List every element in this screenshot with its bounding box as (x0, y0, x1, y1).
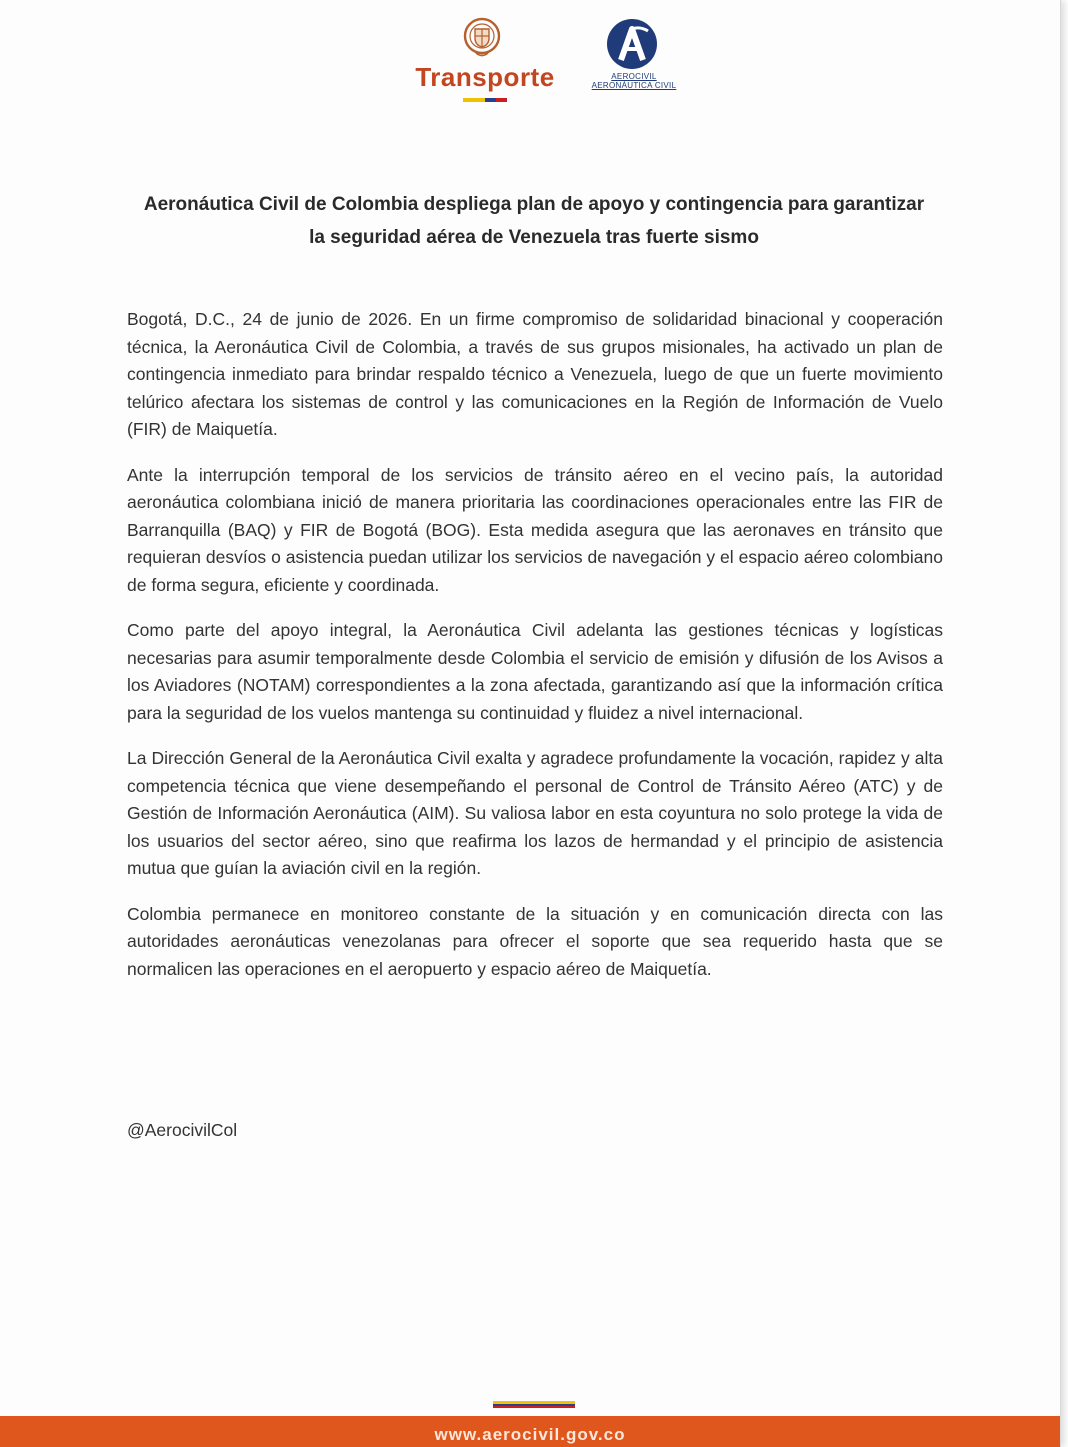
footer-url[interactable]: www.aerocivil.gov.co (434, 1425, 626, 1444)
letterhead (405, 14, 695, 109)
transporte-label: Transporte (415, 62, 555, 92)
press-release-body (127, 306, 943, 1001)
flag-stripe-footer (493, 1401, 575, 1408)
title-line-1: Aeronáutica Civil de Colombia despliega plan de apoyo y contingencia para garantizar (143, 194, 925, 215)
title-line-2: la seguridad aérea de Venezuela tras fuerte sismo (309, 227, 759, 248)
paragraph: Bogotá, D.C., 24 de junio de 2026. En un firme compromiso de solidaridad binacional y cooperación técnica, la Aeronáutica Civil de Colombia, a través de sus grupos misionales, ha activado un plan de contingencia inmediato para brindar respaldo técnico a Venezuela, luego de que un fuerte movimiento telúrico afectara los sistemas de control y las comunicaciones en la Región de Información de Vuelo (FIR) de Maiquetía. (127, 309, 943, 439)
transporte-logo (405, 14, 565, 109)
coat-of-arms-icon (462, 16, 502, 60)
aerocivil-logo (580, 14, 685, 109)
flag-stripe-small (463, 98, 507, 102)
paragraph: Como parte del apoyo integral, la Aeronáutica Civil adelanta las gestiones técnicas y logísticas necesarias para asumir temporalmente desde Colombia el servicio de emisión y difusión de los Avisos a los Aviadores (NOTAM) correspondientes a la zona afectada, garantizando así que la información crítica para la seguridad de los vuelos mantenga su continuidad y fluidez a nivel internacional. (127, 620, 943, 723)
paragraph: Colombia permanece en monitoreo constante de la situación y en comunicación directa con las autoridades aeronáuticas venezolanas para ofrecer el soporte que sea requerido hasta que se normalicen las operaciones en el aeropuerto y espacio aéreo de Maiquetía. (127, 903, 943, 979)
paragraph: La Dirección General de la Aeronáutica Civil exalta y agradece profundamente la vocación, rapidez y alta competencia técnica que viene desempeñando el personal de Control de Tránsito Aéreo (ATC) y de Gestión de Información Aeronáutica (AIM). Su valiosa labor en esta coyuntura no solo protege la vida de los usuarios del sector aéreo, sino que reafirma los lazos de hermandad y el principio de asistencia mutua que guían la aviación civil en la región. (127, 748, 943, 878)
social-handle: @AerocivilCol (127, 1120, 238, 1140)
press-release-title (100, 188, 968, 254)
footer-bar (0, 1416, 1060, 1447)
paragraph: Ante la interrupción temporal de los servicios de tránsito aéreo en el vecino país, la autoridad aeronáutica colombiana inició de manera prioritaria las coordinaciones operacionales entre las FIR de Barranquilla (BAQ) y FIR de Bogotá (BOG). Esta medida asegura que las aeronaves en tránsito que requieran desvíos o asistencia puedan utilizar los servicios de navegación y el espacio aéreo colombiano de forma segura, eficiente y coordinada. (127, 464, 943, 595)
aerocivil-caption: AEROCIVIL AERONÁUTICA CIVIL (591, 72, 677, 90)
aerocivil-a-icon (606, 18, 658, 70)
